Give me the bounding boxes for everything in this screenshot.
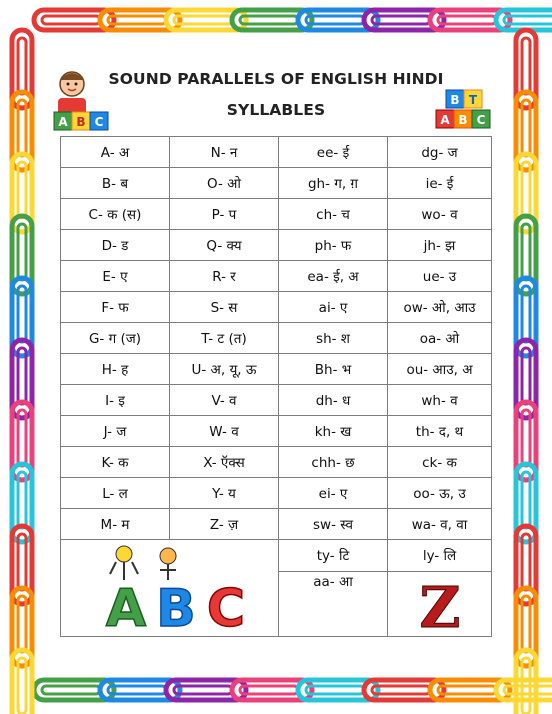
svg-text:A: A [58,115,68,129]
svg-text:B: B [458,113,468,127]
table-cell: R- र [170,261,279,292]
table-row [61,230,492,261]
table-cell: wa- व, वा [388,509,492,540]
table-cell: ch- च [279,199,388,230]
table-cell: E- ए [61,261,170,292]
svg-text:C: C [94,115,104,129]
table-cell: Bh- भ [279,354,388,385]
letter-b: B [155,579,196,632]
table-cell: G- ग (ज) [61,323,170,354]
table-cell: chh- छ [279,447,388,478]
table-cell: V- व [170,385,279,416]
table-cell: wo- व [388,199,492,230]
table-cell: Y- य [170,478,279,509]
svg-text:C: C [476,113,486,127]
table-row [61,199,492,230]
table-cell: L- ल [61,478,170,509]
table-cell: K- क [61,447,170,478]
z-illustration-cell [388,571,492,636]
svg-text:Z: Z [419,574,460,631]
table-cell: P- प [170,199,279,230]
table-cell: dg- ज [388,137,492,168]
table-cell: gh- ग, ग़ [279,168,388,199]
letter-z-illustration [390,573,490,631]
table-row [61,168,492,199]
title-line-1: SOUND PARALLELS OF ENGLISH HINDI [108,70,444,88]
table-cell: W- व [170,416,279,447]
table-cell: M- म [61,509,170,540]
table-cell: ei- ए [279,478,388,509]
table-row [61,509,492,540]
table-cell: ai- ए [279,292,388,323]
table-cell: ow- ओ, आउ [388,292,492,323]
table-row [61,416,492,447]
letter-a: A [105,579,146,632]
table-cell: wh- व [388,385,492,416]
table-cell: Z- ज़ [170,509,279,540]
table-cell: X- ऍक्स [170,447,279,478]
table-cell: D- ड [61,230,170,261]
table-row [61,478,492,509]
table-cell: kh- ख [279,416,388,447]
table-cell: th- द, थ [388,416,492,447]
table-cell: F- फ [61,292,170,323]
table-row [61,354,492,385]
table-cell: ly- लि [388,540,492,572]
table-cell: I- इ [61,385,170,416]
svg-text:A: A [440,113,450,127]
svg-text:B: B [450,93,460,107]
svg-text:B: B [76,115,86,129]
table-row [61,385,492,416]
table-cell: U- अ, यू, ऊ [170,354,279,385]
table-row [61,540,492,572]
table-cell: N- न [170,137,279,168]
svg-text:T: T [468,93,478,107]
table-cell: H- ह [61,354,170,385]
table-row [61,261,492,292]
table-cell: ph- फ [279,230,388,261]
syllable-table [60,136,492,637]
abc-letters-illustration [64,540,276,632]
table-cell: Q- क्य [170,230,279,261]
table-cell: oa- ओ [388,323,492,354]
table-cell: T- ट (त) [170,323,279,354]
page-title [95,64,460,126]
table-cell: ue- उ [388,261,492,292]
table-cell: ty- टि [279,540,388,572]
table-cell: dh- ध [279,385,388,416]
table-cell: B- ब [61,168,170,199]
table-row [61,323,492,354]
table-cell: C- क (स) [61,199,170,230]
table-cell: O- ओ [170,168,279,199]
abc-illustration-cell [61,540,279,637]
table-row [61,292,492,323]
table-cell: ou- आउ, अ [388,354,492,385]
table-cell: sw- स्व [279,509,388,540]
table-row [61,137,492,168]
table-cell: ck- क [388,447,492,478]
title-line-2: SYLLABLES [226,101,326,119]
table-cell: A- अ [61,137,170,168]
table-cell: sh- श [279,323,388,354]
table-cell: ee- ई [279,137,388,168]
table-cell: jh- झ [388,230,492,261]
table-cell: S- स [170,292,279,323]
table-cell: aa- आ [279,571,388,636]
table-cell: J- ज [61,416,170,447]
table-cell: ie- ई [388,168,492,199]
table-cell: ea- ई, अ [279,261,388,292]
table-row [61,447,492,478]
letter-c: C [206,579,245,632]
table-cell: oo- ऊ, उ [388,478,492,509]
